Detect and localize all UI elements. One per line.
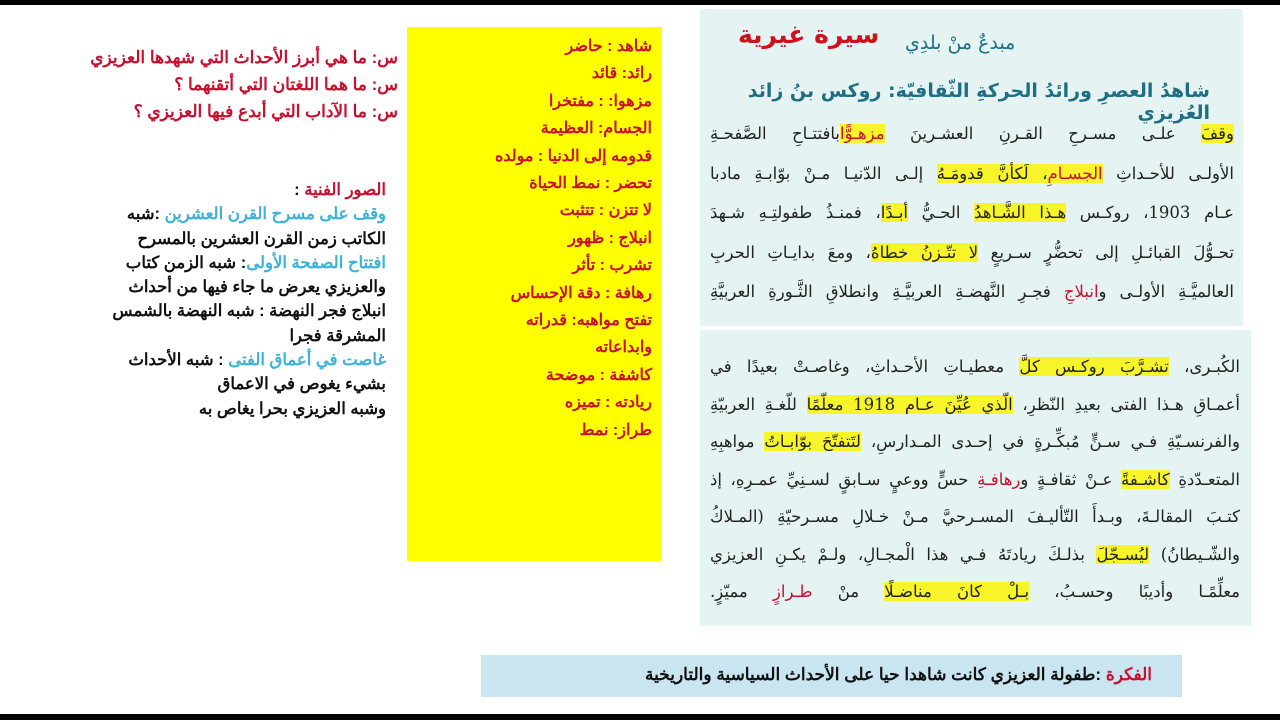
text-line (710, 573, 1240, 611)
text-segment: تحـوُّلَ القبائـلِ إلى تحضُّرٍ سـريعٍ (978, 242, 1235, 262)
lesson-subtitle: مبدعٌ منْ بلدِي (905, 32, 1016, 54)
text-line (710, 423, 1240, 461)
text-line (30, 227, 386, 251)
text-segment: ، ومعَ بدايـاتِ الحربِ (710, 242, 871, 262)
text-segment: : شبه الأحداث (128, 351, 229, 370)
text-line (30, 178, 386, 202)
text-segment: معلِّمًـا وأديبًا وحسـبُ، (1029, 582, 1241, 601)
vocab-item: قدومه إلى الدنيا : مولده (494, 147, 652, 165)
vocab-item: ريادته : تميزه (564, 394, 652, 412)
colored-word: طـرازٍ (772, 582, 813, 601)
highlighted-word: مزهـوًّا (839, 124, 885, 143)
text-segment: علـى مسـرحِ القـرنِ العشـرينَ (884, 124, 1202, 143)
vocab-item: مزهوا: : مفتخرا (548, 92, 652, 110)
colored-word: غاصت في أعماق الفتى (228, 351, 386, 370)
highlighted-word: وقفَ (1201, 124, 1234, 143)
highlighted-word: هـذا الشَّـاهدُ (974, 203, 1067, 222)
vocab-item: رائد: قائد (591, 65, 652, 83)
vocabulary-box (407, 27, 662, 561)
colored-word: انبلاجِ (1063, 282, 1099, 301)
text-line (30, 324, 386, 348)
main-idea-bar (481, 655, 1182, 697)
text-segment: :شبه (126, 205, 165, 224)
vocab-item: لا تتزن : تتثبت (559, 202, 652, 220)
text-line (710, 233, 1234, 273)
text-segment: المتعـدّدةِ (1169, 469, 1240, 489)
highlighted-word: أبـدًا (880, 203, 909, 222)
vocab-item: شاهد : حاضر (565, 38, 652, 55)
highlighted-word: الجسـامِ (1047, 163, 1103, 183)
lesson-title: سيرة غيرية (738, 20, 880, 49)
text-segment: الأولـى للأحـداثِ (1102, 163, 1234, 183)
highlighted-word: بـلْ كانَ مناضـلًا (884, 582, 1030, 601)
text-segment: الكُبـرى، (1168, 357, 1240, 376)
text-line (710, 461, 1240, 499)
text-line (30, 202, 386, 226)
question-item: س: ما هي أبرز الأحداث التي شهدها العزيزي (90, 48, 398, 67)
text-line (710, 272, 1234, 312)
vocab-item: كاشفة : موضحة (545, 366, 652, 384)
highlighted-word: كاشـفةً (1121, 469, 1170, 489)
text-segment: أعمـاقِ هـذا الفتى بعيدِ النّظرِ، (1012, 394, 1241, 414)
text-part-1 (710, 114, 1234, 312)
text-segment: العالميَّـةِ الأولـى و (1098, 282, 1234, 301)
text-segment: إلـى الدّنيـا مـنْ بوّابـةِ مادبا (710, 163, 937, 183)
text-segment: فجـرِ النَّهضـةِ العربيَّـةِ وانطلاقِ الثَّـورةِ العربيَّةِ (710, 282, 1064, 301)
vocab-item: انبلاج : ظهور (568, 229, 652, 247)
text-segment: مميّزٍ. (710, 582, 773, 601)
highlighted-word: لتَتفتّحَ بوّابـاتُ (764, 432, 861, 451)
text-segment: بشيء يغوص في الاعماق (217, 375, 386, 394)
text-part-2 (710, 348, 1240, 611)
text-segment: والشّـيطانُ) (1149, 544, 1240, 564)
text-segment: الكاتب زمن القرن العشرين بالمسرح (137, 229, 386, 248)
text-segment: بافتتـاحِ الصَّفحـةِ (710, 124, 840, 143)
text-line (710, 386, 1240, 424)
text-line (710, 348, 1240, 386)
vocab-item: الجسام: العظيمة (540, 120, 652, 138)
text-segment: الحـيُّ (908, 203, 975, 222)
text-line (710, 114, 1234, 154)
text-segment: والفرنسـيّةِ فـي سـنٍّ مُبكِّـرةٍ في إحـدى المـدارسِ، (860, 432, 1241, 451)
text-segment: عـنْ ثقافـةٍ و (1020, 469, 1122, 489)
text-segment: : شبه الزمن كتاب (125, 253, 247, 272)
text-segment: وشبه العزيزي بحرا يغاص به (198, 399, 386, 418)
text-segment: والعزيزي يعرض ما جاء فيها من أحداث (128, 278, 386, 297)
text-segment: انبلاج فجر النهضة : شبه النهضة بالشمس (112, 302, 386, 321)
text-heading: شاهدُ العصرِ ورائدُ الحركةِ الثّقافيّة: روكس بنُ زائد العُزيزي (747, 80, 1210, 124)
text-segment: معطيـاتِ الأحـداثِ، وغاصـتْ بعيدًا في (710, 357, 1020, 376)
question-item: س: ما هما اللغتان التي أتقنهما ؟ (174, 75, 398, 94)
bottom-border (0, 714, 1280, 720)
text-line (710, 154, 1234, 194)
idea-label: الفكرة (1105, 665, 1152, 684)
text-line (30, 397, 386, 421)
text-line (30, 348, 386, 372)
colored-word: الصور الفنية (304, 181, 386, 199)
text-line (30, 275, 386, 299)
top-border (0, 0, 1280, 5)
text-segment: كتـبَ المقالـةَ، وبـدأَ التّأليـفَ المسـرحيَّ مـنْ خـلالِ مسـرحيّةِ (المـلاكُ (710, 507, 1240, 526)
text-segment: للّغـةِ العربيّةِ (710, 394, 807, 414)
highlighted-word: ليُسـجّلَ (1096, 544, 1150, 564)
highlighted-word: تشـرَّبَ روكـس كلَّ (1019, 357, 1169, 376)
figures-of-speech (30, 178, 386, 421)
highlighted-word: لا تتّـزنُ خطاهُ (870, 242, 979, 262)
text-segment: مواهبِهِ (710, 432, 765, 451)
vocab-item: تفتح مواهبه: قدراته (525, 312, 652, 330)
text-line (710, 536, 1240, 574)
text-segment: المشرقة فجرا (289, 326, 386, 345)
text-line (710, 498, 1240, 536)
text-line (710, 193, 1234, 233)
colored-word: رهافـةِ (977, 469, 1021, 489)
vocab-item: تشرب : تأثر (572, 257, 652, 275)
question-item: س: ما الآداب التي أبدع فيها العزيزي ؟ (133, 102, 398, 121)
questions-list (30, 44, 398, 125)
vocab-item: رهافة : دقة الإحساس (510, 284, 652, 302)
highlighted-word: ، لَكأنَّ قدومَـهُ (936, 163, 1048, 183)
text-line (30, 372, 386, 396)
vocab-item: طراز: نمط (579, 421, 652, 439)
text-line (30, 251, 386, 275)
vocab-item: وابداعاته (595, 339, 652, 357)
text-segment: حسٍّ ووعيٍ سـابقٍ لسـنِيِّ عمـرِهِ، إذ (710, 469, 978, 489)
text-line (30, 299, 386, 323)
colored-word: افتتاح الصفحة الأولى (246, 253, 386, 272)
vocab-item: تحضر : نمط الحياة (529, 175, 652, 193)
highlighted-word: الّذي عُيِّنَ عـام 1918 معلّمًا (806, 394, 1013, 414)
text-segment: ، فمنـذُ طفولتِـهِ شـهدَ (710, 203, 881, 222)
text-segment: منْ (812, 582, 885, 601)
text-segment: بذلـكَ ريادتَهُ فـي هذا الْمجـالِ، ولـمْ يكـنِ العزيزي (710, 544, 1097, 564)
text-segment: : (294, 181, 305, 199)
idea-text: :طفولة العزيزي كانت شاهدا حيا على الأحداث السياسية والتاريخية (645, 665, 1106, 684)
text-segment: عـام 1903، روكـس (1066, 203, 1235, 222)
colored-word: وقف على مسرح القرن العشرين (164, 205, 386, 224)
